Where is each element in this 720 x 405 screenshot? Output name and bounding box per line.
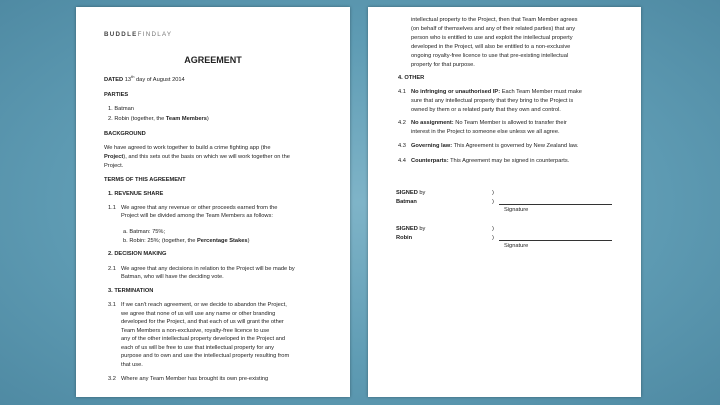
continued-line-5: ongoing royalty-free licence to use that pre-existing intellectual xyxy=(411,53,569,59)
party-2: 2. Robin (together, the Team Members) xyxy=(108,116,209,122)
continued-line-6: property for that purpose. xyxy=(411,62,475,68)
clause-2-1-line-2: Batman, who will have the deciding vote. xyxy=(121,274,224,280)
clause-3-1-line-1: If we can't reach agreement, or we decide to abandon the Project, xyxy=(121,302,287,308)
section-2-heading: 2. DECISION MAKING xyxy=(108,251,167,257)
continued-line-2: (on behalf of themselves and any of their related parties) that any xyxy=(411,26,576,32)
clause-1-1-line-1: We agree that any revenue or other proceeds earned from the xyxy=(121,205,278,211)
clause-3-1-line-6: each of us will be free to use that intellectual property for any xyxy=(121,344,275,351)
document-page-1 xyxy=(76,7,350,397)
section-3-heading: 3. TERMINATION xyxy=(108,288,154,294)
clause-number: 2.1 xyxy=(108,266,116,272)
signature-label: Signature xyxy=(504,207,529,213)
clause-3-1-line-4: Team Members a non-exclusive, royalty-free licence to use xyxy=(121,327,270,334)
clause-number: 1.1 xyxy=(108,205,116,211)
terms-heading: TERMS OF THIS AGREEMENT xyxy=(104,177,186,183)
clause-number: 4.4 xyxy=(398,158,406,164)
clause-4-1-line-3: owned by them or a related party that they own and control. xyxy=(411,107,561,113)
continued-line-4: developed in the Project, will also be entitled to a non-exclusive xyxy=(411,44,571,50)
clause-4-2-line-2: interest in the Project to someone else unless we all agree. xyxy=(411,129,560,135)
section-4-heading: 4. OTHER xyxy=(398,75,425,81)
clause-number: 4.2 xyxy=(398,120,406,126)
bracket: ) xyxy=(492,199,494,205)
clause-number: 3.2 xyxy=(108,376,116,382)
background-heading: BACKGROUND xyxy=(104,131,146,137)
document-title: AGREEMENT xyxy=(184,55,242,65)
parties-heading: PARTIES xyxy=(104,92,129,98)
party-1: 1. Batman xyxy=(108,106,134,112)
background-line-1: We have agreed to work together to build a crime fighting app (the xyxy=(104,145,271,151)
bracket: ) xyxy=(492,235,494,241)
section-1-heading: 1. REVENUE SHARE xyxy=(108,191,164,197)
share-robin: b. Robin: 25%; (together, the Percentage Stakes) xyxy=(123,238,250,244)
signature-line-robin xyxy=(499,240,612,241)
clause-number: 4.1 xyxy=(398,89,406,95)
dated-line: DATED 13th day of August 2014 xyxy=(104,74,185,83)
clause-3-1-line-3: developed for the Project, and that each of us will grant the other xyxy=(121,319,284,325)
clause-3-2-line-1: Where any Team Member has brought its own pre-existing xyxy=(121,376,269,382)
background-line-2: Project), and this sets out the basis on which we will work together on the xyxy=(104,154,290,160)
document-page-2 xyxy=(368,7,641,397)
signed-by-label: SIGNED by xyxy=(396,190,426,196)
clause-4-2-line-1: No assignment: No Team Member is allowed to transfer their xyxy=(411,120,567,126)
clause-3-1-line-8: that use. xyxy=(121,361,143,368)
clause-3-1-line-2: we agree that none of us will use any name or other branding xyxy=(121,310,276,317)
signed-by-label: SIGNED by xyxy=(396,226,426,232)
bracket: ) xyxy=(492,226,494,232)
company-logo: BUDDLEFINDLAY xyxy=(104,31,173,38)
clause-number: 4.3 xyxy=(398,143,406,149)
clause-4-1-line-2: sure that any intellectual property that they bring to the Project is xyxy=(411,98,574,104)
clause-4-3: Governing law: This Agreement is governed by New Zealand law. xyxy=(411,143,579,149)
clause-number: 3.1 xyxy=(108,302,116,308)
clause-4-1-line-1: No infringing or unauthorised IP: Each Team Member must make xyxy=(411,89,582,95)
share-batman: a. Batman: 75%; xyxy=(123,229,166,235)
signer-name-batman: Batman xyxy=(396,199,417,205)
clause-3-1-line-7: purpose and to own and use the intellectual property resulting from xyxy=(121,353,290,359)
bracket: ) xyxy=(492,190,494,196)
clause-2-1-line-1: We agree that any decisions in relation to the Project will be made by xyxy=(121,266,295,272)
clause-3-1-line-5: any of the other intellectual property developed in the Project and xyxy=(121,336,286,342)
signer-name-robin: Robin xyxy=(396,235,413,241)
clause-1-1-line-2: Project will be divided among the Team Members as follows: xyxy=(121,213,273,219)
clause-4-4: Counterparts: This Agreement may be signed in counterparts. xyxy=(411,158,570,164)
continued-line-3: person who is entitled to use and exploit the intellectual property xyxy=(411,35,573,41)
signature-line-batman xyxy=(499,204,612,205)
signature-label: Signature xyxy=(504,243,529,249)
continued-line-1: intellectual property to the Project, then that Team Member agrees xyxy=(411,17,578,23)
background-line-3: Project. xyxy=(104,163,124,169)
